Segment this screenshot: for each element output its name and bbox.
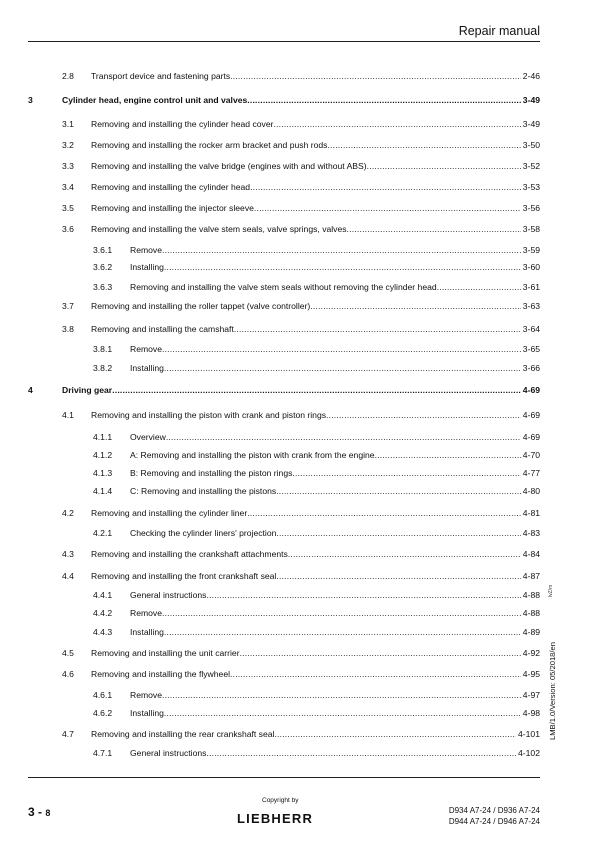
toc-entry[interactable]	[93, 588, 540, 602]
toc-entry[interactable]	[62, 646, 540, 660]
toc-entry[interactable]	[62, 506, 540, 520]
toc-entry-number: 2.8	[62, 71, 74, 81]
toc-entry-page: 3-64	[522, 324, 540, 334]
footer-divider	[28, 777, 540, 778]
toc-leader-dots	[162, 243, 521, 257]
toc-entry-page: 3-58	[522, 224, 540, 234]
toc-entry-title: Removing and installing the crankshaft attachments	[91, 549, 288, 559]
toc-entry-number: 4.2	[62, 508, 74, 518]
toc-entry-title: A: Removing and installing the piston with crank from the engine	[130, 450, 375, 460]
toc-entry-page: 4-69	[522, 385, 540, 395]
toc-entry-page: 3-56	[522, 203, 540, 213]
copyright-text: Copyright by	[262, 797, 299, 804]
toc-leader-dots	[206, 588, 520, 602]
toc-entry[interactable]	[93, 625, 540, 639]
toc-entry-page: 3-65	[522, 344, 540, 354]
toc-entry-title: Installing	[130, 627, 164, 637]
toc-entry-title: Removing and installing the roller tappet (valve controller)	[91, 301, 311, 311]
toc-entry[interactable]	[62, 159, 540, 173]
toc-entry-page: 4-89	[522, 627, 540, 637]
toc-leader-dots	[327, 138, 520, 152]
toc-entry-page: 3-53	[522, 182, 540, 192]
toc-leader-dots	[276, 526, 520, 540]
toc-entry[interactable]	[93, 706, 540, 720]
toc-entry-page: 2-46	[522, 71, 540, 81]
toc-entry-number: 3.8	[62, 324, 74, 334]
toc-leader-dots	[112, 383, 521, 397]
toc-entry-number: 4.7.1	[93, 748, 113, 758]
toc-leader-dots	[276, 569, 520, 583]
toc-entry[interactable]	[62, 117, 540, 131]
toc-entry[interactable]	[93, 484, 540, 498]
toc-entry-title: Remove	[130, 608, 162, 618]
toc-entry-number: 3.3	[62, 161, 74, 171]
toc-entry-number: 4.1.1	[93, 432, 113, 442]
toc-entry-title: Removing and installing the cylinder liner	[91, 508, 248, 518]
toc-leader-dots	[164, 361, 521, 375]
toc-entry-page: 4-83	[522, 528, 540, 538]
toc-leader-dots	[250, 180, 521, 194]
toc-entry[interactable]	[62, 201, 540, 215]
toc-entry-page: 4-69	[522, 410, 540, 420]
toc-entry[interactable]	[28, 93, 540, 107]
toc-entry[interactable]	[62, 222, 540, 236]
toc-entry-page: 4-98	[522, 708, 540, 718]
toc-entry-page: 4-88	[522, 608, 540, 618]
toc-entry-title: Removing and installing the rear crankshaft seal	[91, 729, 275, 739]
toc-leader-dots	[162, 606, 521, 620]
header-title: Repair manual	[458, 24, 540, 38]
toc-entry-page: 4-88	[522, 590, 540, 600]
toc-entry[interactable]	[62, 667, 540, 681]
toc-leader-dots	[240, 646, 521, 660]
toc-entry-title: Removing and installing the piston with crank and piston rings	[91, 410, 327, 420]
toc-entry[interactable]	[93, 466, 540, 480]
toc-leader-dots	[162, 688, 521, 702]
toc-entry-page: 4-77	[522, 468, 540, 478]
toc-entry-number: 3.2	[62, 140, 74, 150]
toc-leader-dots	[310, 299, 521, 313]
toc-entry-number: 4.4	[62, 571, 74, 581]
toc-entry-title: Removing and installing the flywheel	[91, 669, 231, 679]
toc-entry-number: 3.8.1	[93, 344, 113, 354]
engine-models	[449, 805, 540, 827]
toc-leader-dots	[274, 727, 516, 741]
toc-entry-number: 4.6	[62, 669, 74, 679]
toc-entry-title: Installing	[130, 363, 164, 373]
toc-entry-title: Installing	[130, 262, 164, 272]
page-number-sub: 8	[45, 808, 51, 818]
toc-entry-number: 4.3	[62, 549, 74, 559]
liebherr-logo: LIEBHERR	[237, 811, 314, 826]
toc-entry-number: 4.4.2	[93, 608, 113, 618]
toc-entry-number: 4.1.2	[93, 450, 113, 460]
toc-entry-number: 3.6.3	[93, 282, 113, 292]
toc-entry-title: Removing and installing the valve bridge (engines with and without ABS)	[91, 161, 367, 171]
toc-entry-title: Installing	[130, 708, 164, 718]
toc-entry-title: Cylinder head, engine control unit and valves	[62, 95, 248, 105]
toc-entry-title: Removing and installing the cylinder head cover	[91, 119, 274, 129]
toc-leader-dots	[375, 448, 521, 462]
toc-leader-dots	[164, 260, 521, 274]
toc-entry-number: 3.6	[62, 224, 74, 234]
toc-entry[interactable]	[62, 138, 540, 152]
toc-entry-page: 3-49	[522, 95, 540, 105]
toc-entry[interactable]	[93, 606, 540, 620]
toc-entry-number: 4.6.1	[93, 690, 113, 700]
toc-leader-dots	[347, 222, 521, 236]
toc-entry-number: 3.5	[62, 203, 74, 213]
engine-models-line-2: D944 A7-24 / D946 A7-24	[448, 817, 540, 826]
toc-entry-page: 4-102	[518, 748, 540, 758]
toc-leader-dots	[234, 322, 521, 336]
toc-entry-title: General instructions	[130, 748, 207, 758]
toc-entry-title: General instructions	[130, 590, 207, 600]
toc-entry-title: C: Removing and installing the pistons	[130, 486, 277, 496]
toc-entry-title: Driving gear	[62, 385, 113, 395]
toc-entry-number: 3.7	[62, 301, 74, 311]
toc-entry-number: 3.1	[62, 119, 74, 129]
toc-leader-dots	[276, 484, 521, 498]
toc-entry[interactable]	[93, 243, 540, 257]
toc-leader-dots	[206, 746, 516, 760]
toc-entry-title: B: Removing and installing the piston rings	[130, 468, 293, 478]
toc-entry-title: Removing and installing the valve stem seals, valve springs, valves	[91, 224, 347, 234]
toc-entry[interactable]	[93, 688, 540, 702]
side-code-label: lvZ/m	[548, 584, 554, 597]
toc-entry-number: 3.8.2	[93, 363, 113, 373]
toc-entry[interactable]	[93, 260, 540, 274]
toc-entry-page: 4-69	[522, 432, 540, 442]
toc-entry-title: Remove	[130, 690, 162, 700]
toc-entry-number: 3.4	[62, 182, 74, 192]
toc-entry-number: 4.1.3	[93, 468, 113, 478]
toc-entry-page: 4-101	[518, 729, 540, 739]
toc-entry-title: Removing and installing the cylinder head	[91, 182, 251, 192]
toc-leader-dots	[166, 430, 521, 444]
toc-entry-number: 4.6.2	[93, 708, 113, 718]
toc-entry-title: Removing and installing the rocker arm bracket and push rods	[91, 140, 328, 150]
toc-leader-dots	[230, 667, 521, 681]
toc-entry-number: 3.6.1	[93, 245, 113, 255]
toc-entry-page: 3-50	[522, 140, 540, 150]
toc-entry[interactable]	[93, 526, 540, 540]
toc-entry-title: Removing and installing the unit carrier	[91, 648, 240, 658]
toc-entry-page: 4-95	[522, 669, 540, 679]
toc-entry-title: Removing and installing the front crankshaft seal	[91, 571, 277, 581]
toc-leader-dots	[273, 117, 520, 131]
toc-leader-dots	[437, 280, 521, 294]
toc-entry-page: 4-87	[522, 571, 540, 581]
toc-entry[interactable]	[93, 361, 540, 375]
toc-entry-title: Checking the cylinder liners' projection	[130, 528, 277, 538]
toc-entry-page: 4-92	[522, 648, 540, 658]
toc-entry-number: 4.7	[62, 729, 74, 739]
toc-entry-page: 3-60	[522, 262, 540, 272]
page-number-main: 3 -	[28, 805, 43, 819]
toc-entry[interactable]	[62, 547, 540, 561]
toc-entry-title: Removing and installing the injector sleeve	[91, 203, 254, 213]
toc-entry-title: Remove	[130, 245, 162, 255]
toc-leader-dots	[254, 201, 521, 215]
toc-entry-number: 4.1	[62, 410, 74, 420]
toc-entry[interactable]	[93, 746, 540, 760]
toc-entry-title: Overview	[130, 432, 166, 442]
toc-entry[interactable]	[62, 180, 540, 194]
toc-entry[interactable]	[93, 280, 540, 294]
version-label: LMB/1.0/Version: 05/2018/en	[548, 642, 557, 740]
toc-entry-page: 3-66	[522, 363, 540, 373]
toc-entry-number: 4.5	[62, 648, 74, 658]
toc-entry-title: Removing and installing the valve stem seals without removing the cylinder head	[130, 282, 437, 292]
toc-entry-page: 4-81	[522, 508, 540, 518]
page-number	[28, 805, 50, 819]
toc-entry[interactable]	[62, 408, 540, 422]
toc-entry-title: Remove	[130, 344, 162, 354]
toc-entry[interactable]	[28, 383, 540, 397]
toc-entry[interactable]	[93, 342, 540, 356]
toc-entry-number: 4.4.3	[93, 627, 113, 637]
toc-leader-dots	[326, 408, 521, 422]
toc-leader-dots	[367, 159, 521, 173]
toc-entry-page: 3-59	[522, 245, 540, 255]
toc-entry-page: 4-80	[522, 486, 540, 496]
toc-entry-title: Removing and installing the camshaft	[91, 324, 234, 334]
toc-entry[interactable]	[62, 69, 540, 83]
toc-entry[interactable]	[62, 727, 540, 741]
toc-leader-dots	[247, 93, 521, 107]
toc-entry[interactable]	[62, 299, 540, 313]
toc-leader-dots	[247, 506, 521, 520]
toc-entry-page: 3-52	[522, 161, 540, 171]
toc-entry-page: 4-97	[522, 690, 540, 700]
engine-models-line-1: D934 A7-24 / D936 A7-24	[448, 806, 540, 815]
toc-entry-page: 4-84	[522, 549, 540, 559]
toc-entry-title: Transport device and fastening parts	[91, 71, 231, 81]
toc-leader-dots	[164, 706, 521, 720]
toc-entry-number: 3	[28, 95, 33, 105]
toc-entry-number: 4.1.4	[93, 486, 113, 496]
toc-entry-number: 4	[28, 385, 33, 395]
toc-entry-page: 3-63	[522, 301, 540, 311]
toc-leader-dots	[230, 69, 521, 83]
toc-entry-page: 3-61	[522, 282, 540, 292]
toc-entry-number: 4.2.1	[93, 528, 113, 538]
toc-entry[interactable]	[93, 448, 540, 462]
toc-entry[interactable]	[62, 322, 540, 336]
toc-entry-number: 4.4.1	[93, 590, 113, 600]
toc-leader-dots	[288, 547, 521, 561]
toc-entry[interactable]	[62, 569, 540, 583]
toc-leader-dots	[162, 342, 521, 356]
toc-entry-page: 4-70	[522, 450, 540, 460]
toc-leader-dots	[164, 625, 521, 639]
toc-entry[interactable]	[93, 430, 540, 444]
toc-entry-number: 3.6.2	[93, 262, 113, 272]
toc-entry-page: 3-49	[522, 119, 540, 129]
toc-leader-dots	[292, 466, 520, 480]
